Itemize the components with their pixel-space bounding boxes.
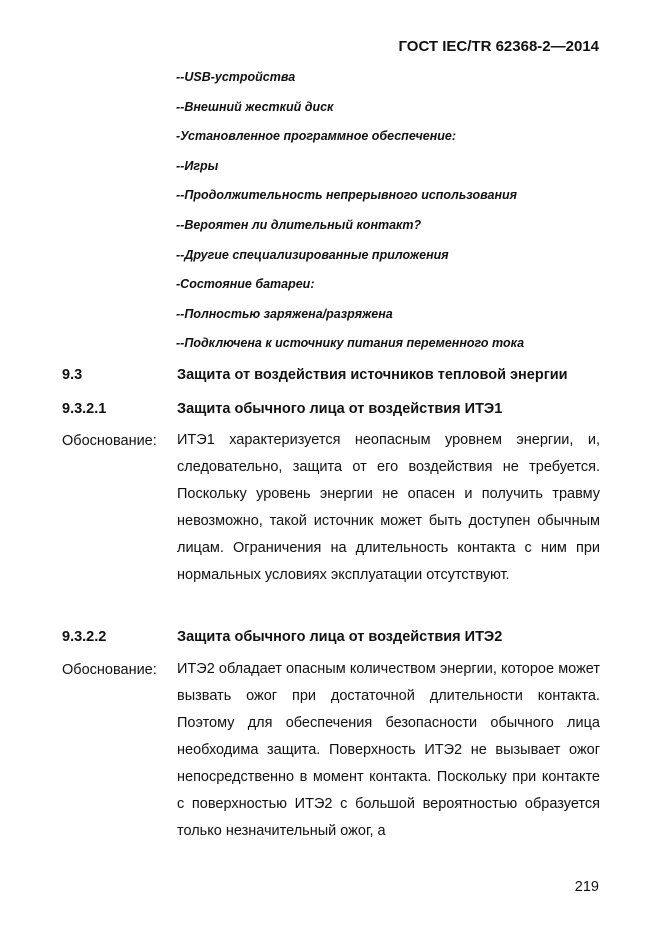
section-title: Защита от воздействия источников тепловой энергии bbox=[177, 367, 568, 383]
list-item: -Установленное программное обеспечение: bbox=[176, 129, 456, 144]
section-title: Защита обычного лица от воздействия ИТЭ1 bbox=[177, 401, 503, 417]
rationale-label: Обоснование: bbox=[62, 433, 157, 449]
configuration-list bbox=[176, 68, 606, 364]
rationale-text: ИТЭ1 характеризуется неопасным уровнем энергии, и, следовательно, защита от его воздействия не требуется. Поскольку уровень энергии не опасен и получить травму невозможно, такой источник может быть доступен обычным лицам. Ограничения на длительность контакта с ним при нормальных условиях эксплуатации отсутствуют. bbox=[177, 432, 600, 583]
section-number: 9.3.2.2 bbox=[62, 629, 107, 645]
rationale-label: Обоснование: bbox=[62, 662, 157, 678]
list-item: --Продолжительность непрерывного использования bbox=[176, 188, 517, 203]
section-number: 9.3.2.1 bbox=[62, 401, 107, 417]
section-title: Защита обычного лица от воздействия ИТЭ2 bbox=[177, 629, 503, 645]
page-number: 219 bbox=[574, 879, 599, 895]
list-item: -Состояние батареи: bbox=[176, 277, 315, 292]
list-item: --Подключена к источнику питания переменного тока bbox=[176, 336, 525, 351]
list-item: --Другие специализированные приложения bbox=[176, 247, 449, 262]
list-item: --Полностью заряжена/разряжена bbox=[176, 306, 393, 321]
list-item: --USB-устройства bbox=[176, 70, 296, 84]
rationale-text: ИТЭ2 обладает опасным количеством энергии, которое может вызвать ожог при достаточной длительности контакта. Поэтому для обеспечения безопасности обычного лица необходима защита. Поверхность ИТЭ2 не вызывает ожог непосредственно в момент контакта. Поскольку при контакте с поверхностью ИТЭ2 с большой вероятностью образуется только незначительный ожог, а bbox=[177, 661, 600, 839]
list-item: --Внешний жесткий диск bbox=[176, 99, 334, 114]
list-item: --Игры bbox=[176, 158, 219, 173]
document-header: ГОСТ IEC/TR 62368-2—2014 bbox=[398, 38, 599, 55]
list-item: --Вероятен ли длительный контакт? bbox=[176, 217, 422, 232]
section-number: 9.3 bbox=[62, 367, 83, 383]
